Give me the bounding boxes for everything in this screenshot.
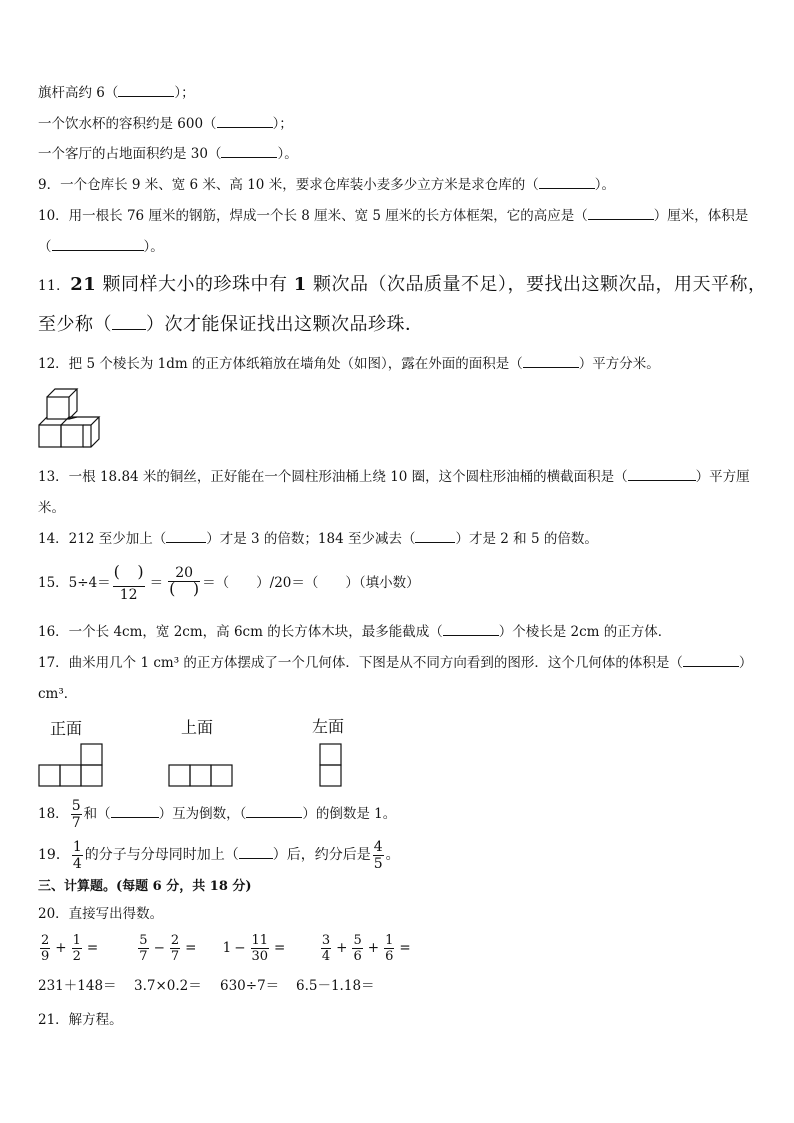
fraction: $\frac{5}{7}$ bbox=[71, 798, 81, 831]
answer-blank[interactable] bbox=[114, 566, 144, 582]
question-17-cont: cm³． bbox=[38, 686, 78, 702]
answer-blank[interactable] bbox=[112, 314, 146, 330]
answer-blank[interactable] bbox=[415, 531, 455, 543]
answer-blank[interactable] bbox=[246, 806, 302, 818]
fraction: 20 ( ) bbox=[168, 566, 200, 602]
answer-blank[interactable] bbox=[588, 208, 654, 220]
answer-blank[interactable] bbox=[111, 806, 159, 818]
question-20: 20．直接写出得数。 bbox=[38, 906, 164, 922]
answer-blank[interactable] bbox=[523, 356, 579, 368]
section-heading: 三、计算题。(每题 6 分，共 18 分) bbox=[38, 879, 252, 894]
question-13: 13．一根 18.84 米的铜丝，正好能在一个圆柱形油桶上绕 10 圈，这个圆柱形油桶的横截面积是（ ）平方厘 bbox=[38, 469, 750, 485]
calc-expr-1: $\frac{2}{9}$ + $\frac{1}{2}$ = bbox=[41, 933, 99, 964]
question-19: 19． $\frac{1}{4}$ 的分子与分母同时加上（ ）后，约分后是 $\frac{4}{5}$ 。 bbox=[38, 838, 400, 872]
question-21: 21．解方程。 bbox=[38, 1012, 123, 1028]
answer-blank[interactable] bbox=[118, 85, 174, 97]
calc-expr-2: $\frac{5}{7}$ − $\frac{2}{7}$ = bbox=[139, 933, 197, 964]
question-12: 12．把 5 个棱长为 1dm 的正方体纸箱放在墙角处（如图），露在外面的面积是（ ）平方分米。 bbox=[38, 356, 660, 372]
calc-expr: 630÷7＝ bbox=[220, 978, 280, 994]
calc-expr-3: 1 − $\frac{11}{30}$ = bbox=[222, 933, 286, 964]
view-label-top: 上面 bbox=[181, 718, 214, 737]
question-18: 18． $\frac{5}{7}$ 和（ ）互为倒数，（ ）的倒数是 1。 bbox=[38, 798, 397, 831]
question-13-cont: 米。 bbox=[38, 500, 65, 516]
question-17: 17．曲米用几个 1 cm³ 的正方体摆成了一个几何体．下图是从不同方向看到的图形．这个几何体的体积是（ ） bbox=[38, 655, 753, 671]
line-flagpole: 旗杆高约 6（ ）； bbox=[38, 85, 195, 101]
view-label-left: 左面 bbox=[312, 717, 345, 736]
calc-expr: 6.5－1.18＝ bbox=[296, 978, 375, 994]
answer-blank[interactable] bbox=[169, 583, 199, 599]
answer-blank[interactable] bbox=[628, 469, 696, 481]
answer-blank[interactable] bbox=[683, 655, 739, 667]
question-10: 10．用一根长 76 厘米的钢筋，焊成一个长 8 厘米、宽 5 厘米的长方体框架，它的高应是（ ）厘米，体积是 bbox=[38, 208, 749, 224]
fraction: ( ) 12 bbox=[113, 566, 145, 602]
answer-blank[interactable] bbox=[221, 146, 277, 158]
question-16: 16．一个长 4cm，宽 2cm，高 6cm 的长方体木块，最多能截成（ ）个棱长是 2cm 的正方体． bbox=[38, 624, 672, 640]
answer-blank[interactable] bbox=[443, 624, 499, 636]
answer-blank[interactable] bbox=[166, 531, 206, 543]
left-view-figure bbox=[318, 742, 344, 788]
question-9: 9．一个仓库长 9 米、宽 6 米、高 10 米，要求仓库装小麦多少立方米是求仓库的（ ）。 bbox=[38, 177, 615, 193]
question-11-cont: 至少称（ ）次才能保证找出这颗次品珍珠． bbox=[38, 314, 424, 335]
calc-row-1 bbox=[38, 928, 414, 970]
line-cup: 一个饮水杯的容积约是 600（ ）； bbox=[38, 116, 293, 132]
calc-row-2 bbox=[38, 977, 375, 995]
calc-expr-4: $\frac{3}{4}$ + $\frac{5}{6}$ + $\frac{1}{6}$ = bbox=[321, 933, 411, 964]
fraction: $\frac{4}{5}$ bbox=[373, 838, 383, 872]
top-view-figure bbox=[168, 763, 238, 789]
calc-expr: 3.7×0.2＝ bbox=[134, 978, 202, 994]
fraction: $\frac{1}{4}$ bbox=[72, 838, 82, 872]
calc-expr: 231＋148＝ bbox=[38, 978, 117, 994]
question-11: 11．21 颗同样大小的珍珠中有 1 颗次品（次品质量不足），要找出这颗次品，用天平称， bbox=[38, 274, 767, 295]
view-label-front: 正面 bbox=[50, 719, 83, 738]
cubes-figure bbox=[37, 389, 107, 453]
front-view-figure bbox=[38, 742, 108, 788]
answer-blank[interactable] bbox=[217, 116, 273, 128]
question-14: 14．212 至少加上（ ）才是 3 的倍数；184 至少减去（ ）才是 2 和 5 的倍数。 bbox=[38, 531, 598, 547]
question-15: 15．5÷4＝ ( ) 12 ＝ 20 ( ) ＝（ ）/20＝（ ）（填小数） bbox=[38, 563, 420, 607]
answer-blank[interactable] bbox=[52, 239, 144, 251]
answer-blank[interactable] bbox=[239, 847, 273, 859]
answer-blank[interactable] bbox=[539, 177, 595, 189]
question-10-cont: （ ）。 bbox=[38, 239, 164, 255]
line-livingroom: 一个客厅的占地面积约是 30（ ）。 bbox=[38, 146, 298, 162]
